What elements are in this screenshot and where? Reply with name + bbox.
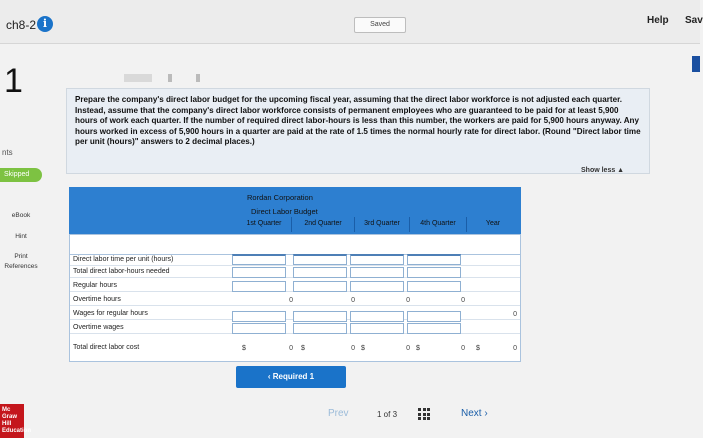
- table-row: [70, 309, 520, 320]
- side-panel-tab[interactable]: [692, 56, 700, 72]
- q4-time-per-unit-input[interactable]: [407, 254, 461, 265]
- q2-time-per-unit-input[interactable]: [293, 254, 347, 265]
- q3-total-hours-input[interactable]: [350, 267, 404, 278]
- logo-line: Hill: [2, 421, 12, 427]
- row-label-overtime-hours: Overtime hours: [73, 296, 121, 303]
- part-tabs: [124, 74, 204, 82]
- logo-line: Mc: [2, 407, 11, 413]
- save-button[interactable]: Sav: [685, 15, 703, 26]
- q4-overtime-wages-input[interactable]: [407, 323, 461, 334]
- next-button[interactable]: Next ›: [461, 408, 488, 419]
- q4-regular-wages-input[interactable]: [407, 311, 461, 322]
- q2-overtime-hours-value: 0: [351, 297, 355, 304]
- column-header-q1: 1st Quarter: [246, 220, 282, 227]
- budget-title: Direct Labor Budget: [251, 207, 318, 216]
- logo-line: Graw: [2, 414, 18, 420]
- table-row: [70, 343, 520, 354]
- q2-overtime-wages-input[interactable]: [293, 323, 347, 334]
- part-tab[interactable]: [196, 74, 200, 82]
- q1-regular-wages-input[interactable]: [232, 311, 286, 322]
- table-row: [70, 281, 520, 292]
- references-link[interactable]: References: [4, 263, 38, 270]
- q1-overtime-wages-input[interactable]: [232, 323, 286, 334]
- part-tab[interactable]: [124, 74, 152, 82]
- q3-time-per-unit-input[interactable]: [350, 254, 404, 265]
- q2-total-cost-value: 0: [351, 345, 355, 352]
- row-label-total-hours: Total direct labor-hours needed: [73, 268, 170, 275]
- column-header-q2: 2nd Quarter: [304, 220, 342, 227]
- top-bar: [0, 0, 703, 44]
- prev-button[interactable]: Prev: [328, 408, 349, 419]
- status-badge: Skipped: [0, 168, 42, 182]
- question-prompt: Prepare the company's direct labor budget for the upcoming fiscal year, assuming that the direct labor workforce is not adjusted each quarter. Instead, assume that the company's direct labor workforce consists of permanent employees who are guaranteed to be paid for at least 5,900 hours of work each quarter. If the number of required direct labor-hours is less than this number, the workers are paid for 5,900 hours anyway. Any hours worked in excess of 5,900 hours in a quarter are paid at the rate of 1.5 times the normal hourly rate for direct labor. (Round "Direct labor time per unit (hours)" answers to 2 decimal places.): [75, 95, 641, 147]
- table-spacer-row: [70, 235, 520, 255]
- table-row: [70, 295, 520, 306]
- q1-total-hours-input[interactable]: [232, 267, 286, 278]
- q1-total-cost-value: 0: [289, 345, 293, 352]
- q4-regular-hours-input[interactable]: [407, 281, 461, 292]
- q2-total-hours-input[interactable]: [293, 267, 347, 278]
- ebook-link[interactable]: eBook: [11, 212, 31, 219]
- table-row: [70, 255, 520, 266]
- required-part-button[interactable]: ‹ Required 1: [236, 366, 346, 388]
- question-prompt-box: [66, 88, 650, 174]
- budget-table-header: [69, 187, 521, 234]
- info-icon[interactable]: i: [37, 16, 53, 32]
- q1-overtime-hours-value: 0: [289, 297, 293, 304]
- q4-total-cost-value: 0: [461, 345, 465, 352]
- logo-line: Education: [2, 428, 32, 434]
- currency-symbol: $: [416, 345, 420, 352]
- year-total-cost-value: 0: [513, 345, 517, 352]
- row-label-overtime-wages: Overtime wages: [73, 324, 124, 331]
- q4-total-hours-input[interactable]: [407, 267, 461, 278]
- row-label-total-cost: Total direct labor cost: [73, 344, 140, 351]
- table-row: [70, 267, 520, 278]
- column-header-year: Year: [485, 220, 501, 227]
- q2-regular-wages-input[interactable]: [293, 311, 347, 322]
- column-header-q3: 3rd Quarter: [364, 220, 400, 227]
- row-label-regular-wages: Wages for regular hours: [73, 310, 148, 317]
- q4-overtime-hours-value: 0: [461, 297, 465, 304]
- currency-symbol: $: [476, 345, 480, 352]
- year-regular-wages-value: 0: [513, 311, 517, 318]
- q2-regular-hours-input[interactable]: [293, 281, 347, 292]
- question-grid-icon[interactable]: [418, 408, 430, 420]
- print-link[interactable]: Print: [14, 253, 28, 260]
- currency-symbol: $: [301, 345, 305, 352]
- hint-link[interactable]: Hint: [15, 233, 27, 240]
- q3-regular-hours-input[interactable]: [350, 281, 404, 292]
- assignment-title: ch8-2: [6, 18, 37, 32]
- row-label-regular-hours: Regular hours: [73, 282, 117, 289]
- q3-overtime-hours-value: 0: [406, 297, 410, 304]
- q3-total-cost-value: 0: [406, 345, 410, 352]
- q3-regular-wages-input[interactable]: [350, 311, 404, 322]
- currency-symbol: $: [242, 345, 246, 352]
- column-header-q4: 4th Quarter: [420, 220, 456, 227]
- show-less-button[interactable]: Show less ▲: [581, 167, 625, 174]
- page-indicator: 1 of 3: [377, 410, 398, 419]
- budget-table-body: [69, 234, 521, 362]
- saved-status-badge: Saved: [354, 17, 406, 33]
- table-row: [70, 323, 520, 334]
- part-tab[interactable]: [168, 74, 172, 82]
- question-number: 1: [4, 62, 23, 100]
- company-name: Rordan Corporation: [247, 193, 313, 202]
- currency-symbol: $: [361, 345, 365, 352]
- q1-regular-hours-input[interactable]: [232, 281, 286, 292]
- q1-time-per-unit-input[interactable]: [232, 254, 286, 265]
- points-label: nts: [2, 148, 13, 157]
- help-button[interactable]: Help: [647, 15, 669, 26]
- q3-overtime-wages-input[interactable]: [350, 323, 404, 334]
- row-label-time-per-unit: Direct labor time per unit (hours): [73, 256, 174, 263]
- publisher-logo: [0, 404, 32, 438]
